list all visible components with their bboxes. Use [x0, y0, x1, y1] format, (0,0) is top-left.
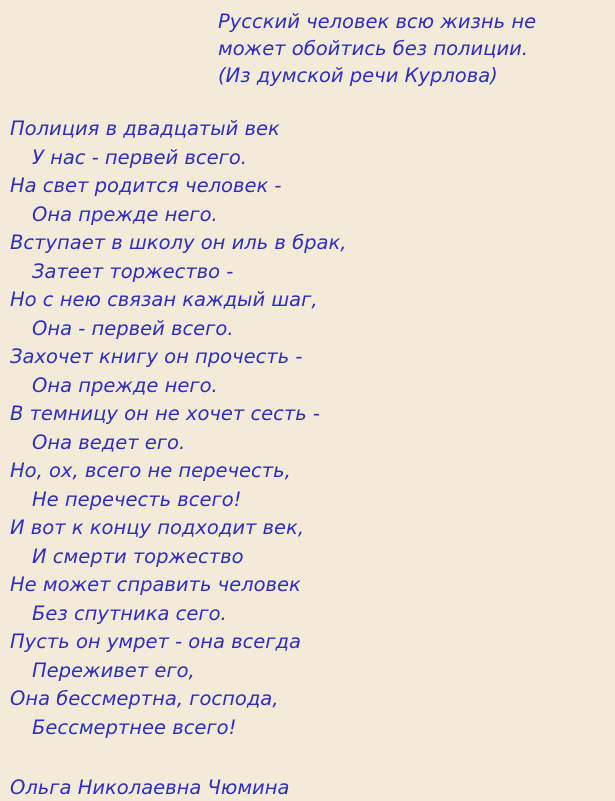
poem-line: На свет родится человек -	[10, 174, 282, 197]
poem-line: Не может справить человек	[10, 573, 301, 596]
epigraph-line: Русский человек всю жизнь не	[218, 10, 537, 33]
poem-line: Она бессмертна, господа,	[10, 687, 279, 710]
poem-line: И смерти торжество	[32, 544, 244, 568]
poem-line: Переживет его,	[32, 658, 195, 682]
poem-line: Но, ох, всего не перечесть,	[10, 459, 291, 482]
poem-body	[10, 115, 605, 742]
poem-line: И вот к концу подходит век,	[10, 516, 305, 539]
epigraph	[218, 8, 605, 89]
poem-line: Бессмертнее всего!	[32, 715, 237, 739]
poem-line: Вступает в школу он иль в брак,	[10, 231, 347, 254]
poem-line: Она - первей всего.	[32, 316, 234, 340]
poem-line: В темницу он не хочет сесть -	[10, 402, 320, 425]
poem-line: Пусть он умрет - она всегда	[10, 630, 301, 653]
poem-line: Она ведет его.	[32, 430, 186, 454]
poem-line: Полиция в двадцатый век	[10, 117, 280, 140]
poem-line: Она прежде него.	[32, 202, 218, 226]
epigraph-line: (Из думской речи Курлова)	[218, 64, 498, 87]
poem-line: Не перечесть всего!	[32, 487, 242, 511]
poem-line: У нас - первей всего.	[32, 145, 248, 169]
poem-line: Она прежде него.	[32, 373, 218, 397]
poem-line: Без спутника сего.	[32, 601, 227, 625]
poem-line: Затеет торжество -	[32, 259, 234, 283]
poem-line: Но с нею связан каждый шаг,	[10, 288, 318, 311]
author-name: Ольга Николаевна Чюмина	[10, 776, 290, 799]
poem-line: Захочет книгу он прочесть -	[10, 345, 303, 368]
epigraph-line: может обойтись без полиции.	[218, 37, 528, 60]
